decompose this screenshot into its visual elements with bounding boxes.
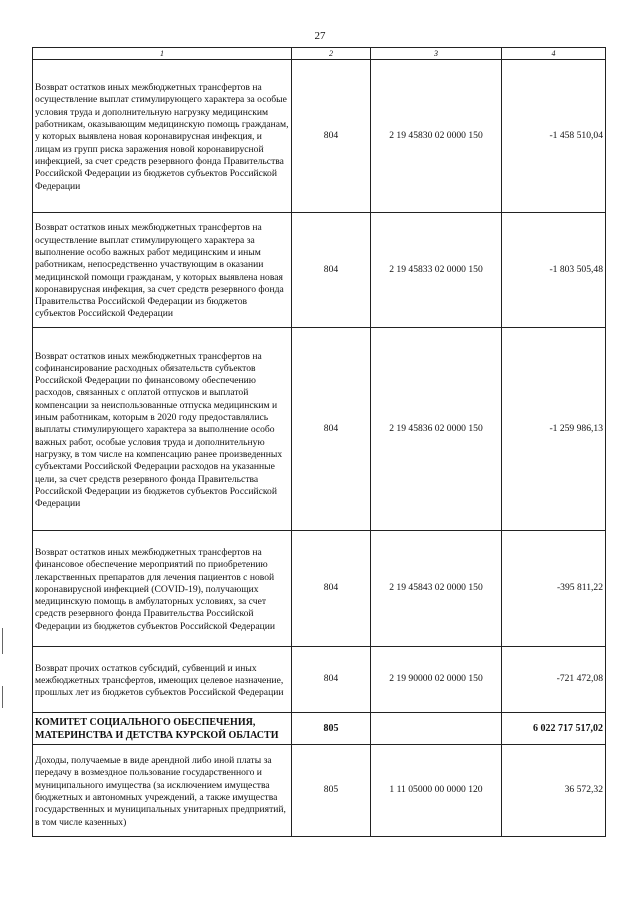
row-admin-code: 804: [292, 328, 371, 531]
table-row: [33, 531, 606, 647]
row-name: Возврат остатков иных межбюджетных трансфертов на осуществление выплат стимулирующего характера за особые условия труда и дополнительную нагрузку медицинским работникам, оказывающим медицинскую помощь гражданам, у которых выявлена новая коронавирусная инфекция, и лицам из групп риска заражения новой коронавирусной инфекцией, за счет средств резервного фонда Правительства Российской Федерации из бюджетов субъектов Российской Федерации: [33, 60, 292, 213]
header-cell: 3: [371, 48, 502, 60]
row-admin-code: 805: [292, 745, 371, 837]
row-amount: 6 022 717 517,02: [502, 713, 606, 745]
scan-edge-mark: [2, 686, 3, 708]
page-number: 27: [314, 30, 326, 42]
row-amount: -721 472,08: [502, 647, 606, 713]
row-amount: 36 572,32: [502, 745, 606, 837]
row-kbk: 2 19 45836 02 0000 150: [371, 328, 502, 531]
row-amount: -1 803 505,48: [502, 213, 606, 328]
table-row: [33, 745, 606, 837]
row-name: Доходы, получаемые в виде арендной либо иной платы за передачу в возмездное пользование государственного и муниципального имущества (за исключением имущества бюджетных и автономных учреждений, а также имущества государственных и муниципальных унитарных предприятий, в том числе казенных): [33, 745, 292, 837]
table-row: [33, 213, 606, 328]
row-kbk: 2 19 45843 02 0000 150: [371, 531, 502, 647]
section-name: КОМИТЕТ СОЦИАЛЬНОГО ОБЕСПЕЧЕНИЯ, МАТЕРИНСТВА И ДЕТСТВА КУРСКОЙ ОБЛАСТИ: [33, 713, 292, 745]
row-admin-code: 804: [292, 213, 371, 328]
header-cell: 1: [33, 48, 292, 60]
row-amount: -395 811,22: [502, 531, 606, 647]
table-row-section: [33, 713, 606, 745]
row-kbk: 2 19 45833 02 0000 150: [371, 213, 502, 328]
row-amount: -1 259 986,13: [502, 328, 606, 531]
row-kbk: 2 19 45830 02 0000 150: [371, 60, 502, 213]
table-row: [33, 328, 606, 531]
table-header-row: [33, 48, 606, 60]
row-kbk: 2 19 90000 02 0000 150: [371, 647, 502, 713]
table-row: [33, 647, 606, 713]
header-cell: 4: [502, 48, 606, 60]
row-kbk: [371, 713, 502, 745]
row-name: Возврат прочих остатков субсидий, субвенций и иных межбюджетных трансфертов, имеющих целевое назначение, прошлых лет из бюджетов субъектов Российской Федерации: [33, 647, 292, 713]
row-name: Возврат остатков иных межбюджетных трансфертов на осуществление выплат стимулирующего характера за выполнение особо важных работ медицинским и иным работникам, непосредственно участвующим в оказании медицинской помощи гражданам, у которых выявлена новая коронавирусная инфекция, за счет средств резервного фонда Правительства Российской Федерации из бюджетов субъектов Российской Федерации: [33, 213, 292, 328]
row-admin-code: 805: [292, 713, 371, 745]
row-name: Возврат остатков иных межбюджетных трансфертов на финансовое обеспечение мероприятий по приобретению лекарственных препаратов для лечения пациентов с новой коронавирусной инфекцией (COVID-19), получающих медицинскую помощь в амбулаторных условиях, за счет средств резервного фонда Правительства Российской Федерации из бюджетов субъектов Российской Федерации: [33, 531, 292, 647]
row-kbk: 1 11 05000 00 0000 120: [371, 745, 502, 837]
table-row: [33, 60, 606, 213]
row-amount: -1 458 510,04: [502, 60, 606, 213]
header-cell: 2: [292, 48, 371, 60]
scan-edge-mark: [2, 628, 3, 654]
row-admin-code: 804: [292, 531, 371, 647]
row-admin-code: 804: [292, 647, 371, 713]
row-name: Возврат остатков иных межбюджетных трансфертов на софинансирование расходных обязательств субъектов Российской Федерации по финансовому обеспечению расходов, связанных с оплатой отпусков и выплатой компенсации за неиспользованные отпуска медицинским и иным работникам, которым в 2020 году предоставлялись выплаты стимулирующего характера за выполнение особо важных работ, особые условия труда и дополнительную нагрузку, в том числе на компенсацию ранее произведенных субъектами Российской Федерации расходов на указанные цели, за счет средств резервного фонда Правительства Российской Федерации из бюджетов субъектов Российской Федерации: [33, 328, 292, 531]
revenue-table: [32, 47, 606, 837]
row-admin-code: 804: [292, 60, 371, 213]
